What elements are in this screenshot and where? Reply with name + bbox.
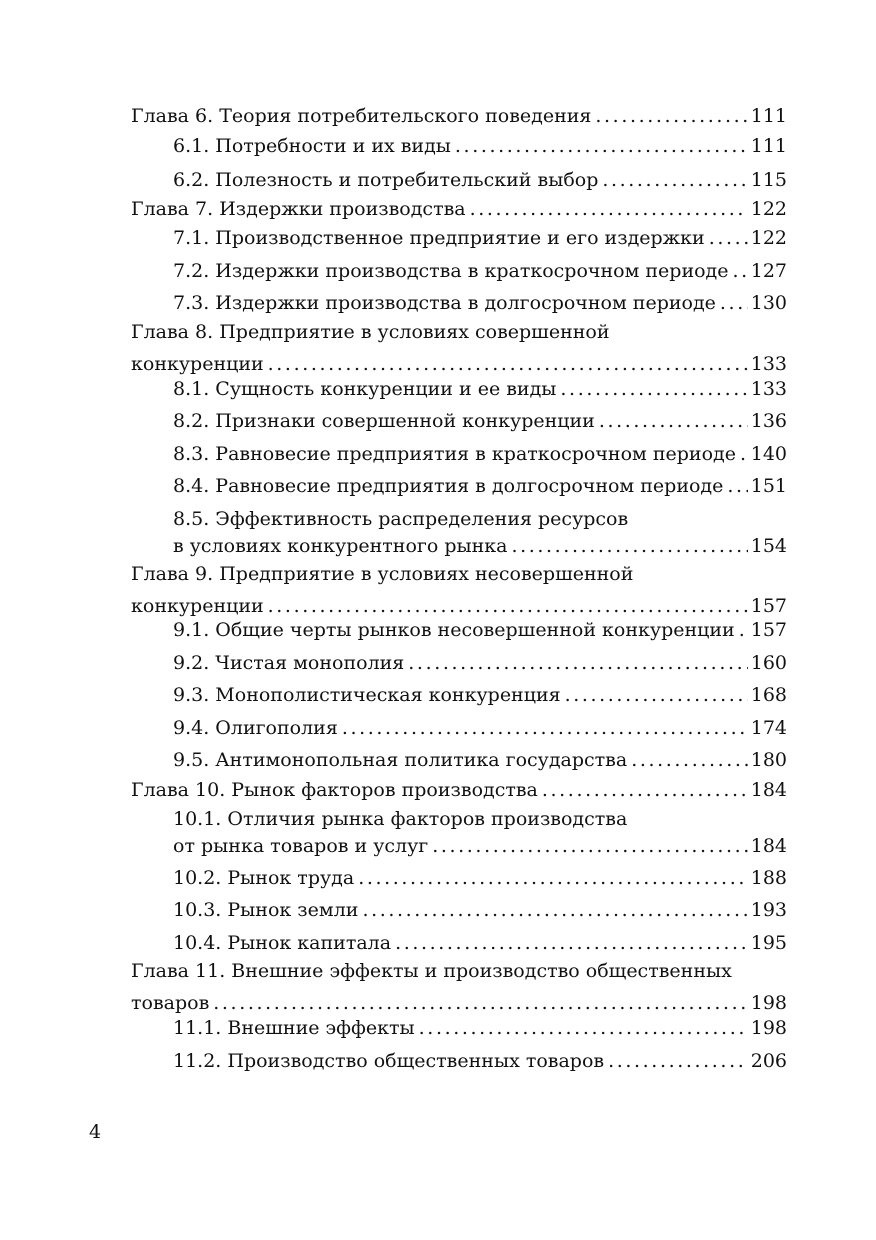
toc-section-entry <box>131 259 787 283</box>
toc-section-entry <box>131 168 787 192</box>
toc-entry-title: конкуренции <box>131 595 264 617</box>
toc-entry-title: Глава 10. Рынок факторов производства <box>131 779 538 801</box>
dot-leader <box>740 442 748 466</box>
toc-entry-title: 8.3. Равновесие предприятия в краткосрочном периоде <box>173 443 736 465</box>
toc-section-entry <box>131 474 787 498</box>
toc-section-entry <box>131 409 787 433</box>
toc-section-entry <box>131 866 787 890</box>
toc-page-number: 151 <box>750 475 787 497</box>
toc-chapter-entry <box>131 959 787 1015</box>
dot-leader <box>511 534 747 558</box>
toc-entry-leader-row <box>173 377 787 401</box>
dot-leader <box>342 716 748 740</box>
toc-page-number: 188 <box>750 867 787 889</box>
toc-entry-leader-row <box>131 778 787 802</box>
toc-entry-title: 7.2. Издержки производства в краткосрочном периоде <box>173 260 729 282</box>
toc-chapter-entry <box>131 320 787 376</box>
toc-entry-title-line: 10.1. Отличия рынка факторов производства <box>173 808 628 830</box>
dot-leader <box>362 898 747 922</box>
toc-page-number: 111 <box>750 105 787 127</box>
toc-page-number: 154 <box>750 535 787 557</box>
toc-entry-leader-row <box>173 834 787 858</box>
toc-entry-title-line: Глава 8. Предприятие в условиях совершенной <box>131 321 610 343</box>
dot-leader <box>709 226 748 250</box>
toc-page-number: 198 <box>750 1017 787 1039</box>
toc-entry-leader-row <box>173 534 787 558</box>
toc-entry-leader-row <box>173 474 787 498</box>
toc-page-number: 195 <box>750 932 787 954</box>
toc-entry-leader-row <box>131 991 787 1015</box>
dot-leader <box>739 618 748 642</box>
toc-page-number: 184 <box>750 835 787 857</box>
toc-entry-title: 6.1. Потребности и их виды <box>173 135 451 157</box>
toc-entry-leader-row <box>173 651 787 675</box>
toc-section-entry <box>131 807 787 858</box>
toc-entry-title: 11.1. Внешние эффекты <box>173 1017 415 1039</box>
toc-entry-leader-row <box>131 104 787 128</box>
toc-entry-leader-row <box>173 259 787 283</box>
toc-section-entry <box>131 507 787 558</box>
toc-entry-leader-row <box>173 226 787 250</box>
toc-section-entry <box>131 377 787 401</box>
toc-entry-title: 9.5. Антимонопольная политика государства <box>173 749 628 771</box>
toc-entry-leader-row <box>173 168 787 192</box>
toc-entry-leader-row <box>131 594 787 618</box>
dot-leader <box>602 168 747 192</box>
dot-leader <box>720 291 748 315</box>
toc-entry-title: 9.3. Монополистическая конкуренция <box>173 684 561 706</box>
toc-entry-leader-row <box>173 134 787 158</box>
dot-leader <box>599 409 748 433</box>
toc-entry-leader-row <box>173 291 787 315</box>
toc-entry-title: 10.2. Рынок труда <box>173 867 355 889</box>
dot-leader <box>455 134 748 158</box>
toc-section-entry <box>131 716 787 740</box>
toc-page-number: 174 <box>750 717 787 739</box>
dot-leader <box>408 651 747 675</box>
toc-page-number: 111 <box>750 135 787 157</box>
dot-leader <box>733 259 748 283</box>
toc-page-number: 206 <box>750 1050 787 1072</box>
toc-section-entry <box>131 226 787 250</box>
dot-leader <box>395 931 748 955</box>
toc-page-number: 168 <box>750 684 787 706</box>
dot-leader <box>268 352 748 376</box>
toc-section-entry <box>131 898 787 922</box>
toc-page-number: 133 <box>750 378 787 400</box>
toc-section-entry <box>131 931 787 955</box>
toc-section-entry <box>131 1049 787 1073</box>
toc-section-entry <box>131 683 787 707</box>
dot-leader <box>542 778 748 802</box>
toc-entry-leader-row <box>173 683 787 707</box>
toc-section-entry <box>131 1016 787 1040</box>
toc-entry-title-line: Глава 9. Предприятие в условиях несовершенной <box>131 563 634 585</box>
toc-page-number: 130 <box>750 292 787 314</box>
toc-entry-title: в условиях конкурентного рынка <box>173 535 508 557</box>
toc-entry-title: конкуренции <box>131 353 264 375</box>
toc-page-number: 122 <box>750 198 787 220</box>
toc-entry-leader-row <box>173 866 787 890</box>
toc-entry-title: 7.3. Издержки производства в долгосрочном периоде <box>173 292 716 314</box>
toc-page-number: 160 <box>750 652 787 674</box>
toc-entry-leader-row <box>131 352 787 376</box>
toc-entry-leader-row <box>173 409 787 433</box>
toc-entry-title: 6.2. Полезность и потребительский выбор <box>173 169 599 191</box>
toc-section-entry <box>131 134 787 158</box>
toc-chapter-entry <box>131 104 787 128</box>
toc-entry-title: Глава 6. Теория потребительского поведения <box>131 105 592 127</box>
toc-entry-title-line: Глава 11. Внешние эффекты и производство общественных <box>131 960 732 982</box>
dot-leader <box>358 866 748 890</box>
dot-leader <box>560 377 747 401</box>
toc-entry-title-line: 8.5. Эффективность распределения ресурсов <box>173 508 629 530</box>
dot-leader <box>419 1016 748 1040</box>
toc-page-number: 127 <box>750 260 787 282</box>
dot-leader <box>631 748 748 772</box>
toc-page-number: 193 <box>750 899 787 921</box>
toc-chapter-entry <box>131 778 787 802</box>
toc-section-entry <box>131 291 787 315</box>
toc-entry-title: 10.3. Рынок земли <box>173 899 359 921</box>
dot-leader <box>608 1049 748 1073</box>
toc-entry-leader-row <box>173 1049 787 1073</box>
toc-section-entry <box>131 442 787 466</box>
toc-entry-title: 9.2. Чистая монополия <box>173 652 405 674</box>
toc-page-number: 122 <box>750 227 787 249</box>
toc-page-number: 133 <box>750 353 787 375</box>
dot-leader <box>268 594 748 618</box>
toc-page-number: 184 <box>750 779 787 801</box>
dot-leader <box>565 683 748 707</box>
toc-entry-leader-row <box>173 898 787 922</box>
toc-entry-leader-row <box>173 442 787 466</box>
toc-section-entry <box>131 651 787 675</box>
toc-entry-leader-row <box>173 931 787 955</box>
toc-entry-title: 8.2. Признаки совершенной конкуренции <box>173 410 595 432</box>
toc-entry-title: товаров <box>131 992 210 1014</box>
toc-entry-leader-row <box>173 716 787 740</box>
toc-entry-title: 8.1. Сущность конкуренции и ее виды <box>173 378 557 400</box>
toc-entry-title: 10.4. Рынок капитала <box>173 932 392 954</box>
toc-entry-title: Глава 7. Издержки производства <box>131 198 466 220</box>
toc-entry-title: 9.1. Общие черты рынков несовершенной конкуренции <box>173 619 735 641</box>
dot-leader <box>432 834 748 858</box>
toc-entry-leader-row <box>131 197 787 221</box>
toc-page-number: 180 <box>750 749 787 771</box>
toc-entry-title: 8.4. Равновесие предприятия в долгосрочном периоде <box>173 475 724 497</box>
dot-leader <box>727 474 747 498</box>
toc-page-number: 140 <box>750 443 787 465</box>
toc-entry-leader-row <box>173 618 787 642</box>
toc-chapter-entry <box>131 562 787 618</box>
toc-section-entry <box>131 618 787 642</box>
toc-page-number: 157 <box>750 595 787 617</box>
toc-chapter-entry <box>131 197 787 221</box>
toc-entry-title: 11.2. Производство общественных товаров <box>173 1050 605 1072</box>
dot-leader <box>213 991 747 1015</box>
toc-page-number: 136 <box>750 410 787 432</box>
toc-page-number: 157 <box>750 619 787 641</box>
toc-entry-title: 7.1. Производственное предприятие и его издержки <box>173 227 705 249</box>
toc-entry-leader-row <box>173 1016 787 1040</box>
page-number: 4 <box>89 1121 102 1143</box>
dot-leader <box>595 104 747 128</box>
dot-leader <box>470 197 748 221</box>
toc-entry-title: от рынка товаров и услуг <box>173 835 429 857</box>
toc-section-entry <box>131 748 787 772</box>
toc-page-number: 115 <box>750 169 787 191</box>
toc-entry-leader-row <box>173 748 787 772</box>
toc-page-number: 198 <box>750 992 787 1014</box>
toc-entry-title: 9.4. Олигополия <box>173 717 338 739</box>
